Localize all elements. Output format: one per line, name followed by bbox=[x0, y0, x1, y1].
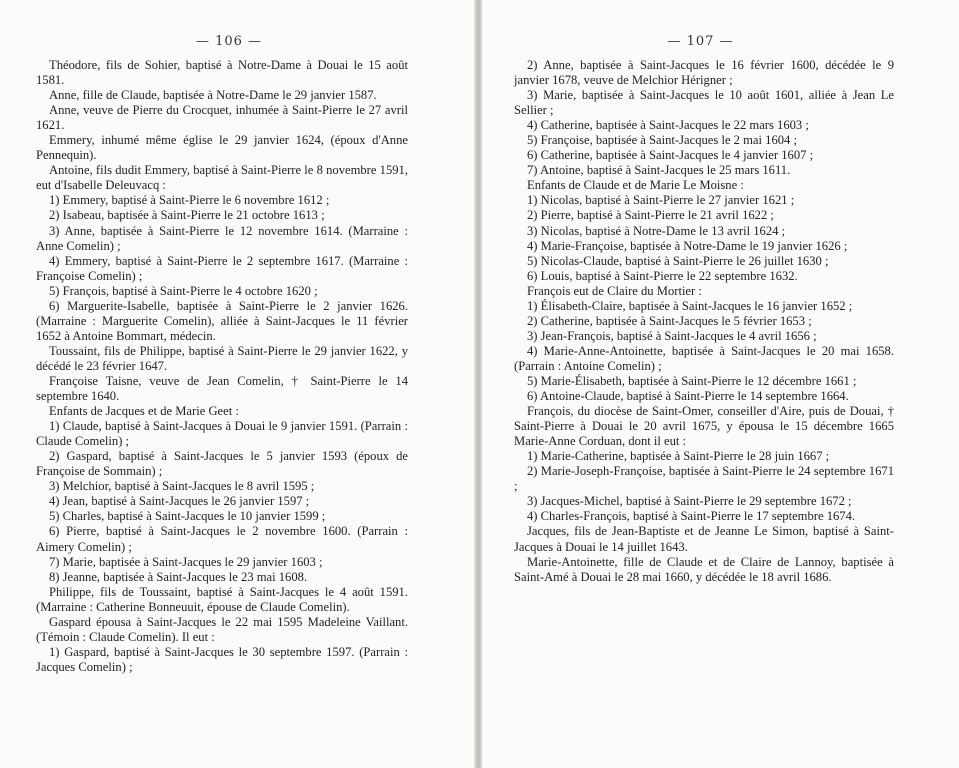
list-item: 2) Pierre, baptisé à Saint-Pierre le 21 avril 1622 ; bbox=[527, 208, 774, 223]
list-item: 6) Pierre, baptisé à Saint-Jacques le 2 novembre 1600. (Parrain : Aimery Comelin) ; bbox=[36, 524, 408, 554]
page-text bbox=[36, 58, 408, 675]
list-item: 5) Françoise, baptisée à Saint-Jacques le 2 mai 1604 ; bbox=[527, 133, 797, 148]
entry: Toussaint, fils de Philippe, baptisé à Saint-Pierre le 29 janvier 1622, y décédé le 23 février 1647. bbox=[36, 343, 408, 373]
entry: Théodore, fils de Sohier, baptisé à Notre-Dame à Douai le 15 août 1581. bbox=[36, 58, 408, 88]
list-item: 2) Gaspard, baptisé à Saint-Jacques le 5 janvier 1593 (époux de Françoise de Sommain) ; bbox=[36, 449, 408, 479]
list-item: 6) Antoine-Claude, baptisé à Saint-Pierre le 14 septembre 1664. bbox=[527, 389, 849, 404]
list-item: 6) Louis, baptisé à Saint-Pierre le 22 septembre 1632. bbox=[527, 268, 798, 283]
list-item: 1) Gaspard, baptisé à Saint-Jacques le 30 septembre 1597. (Parrain : Jacques Comelin) ; bbox=[36, 644, 408, 674]
entry: François, du diocèse de Saint-Omer, conseiller d'Aire, puis de Douai, † Saint-Pierre à Douai le 20 avril 1675, y épousa le 15 décembre 1665 Marie-Anne Corduan, dont il eut : bbox=[514, 404, 894, 449]
list-item: 5) Charles, baptisé à Saint-Jacques le 10 janvier 1599 ; bbox=[49, 509, 326, 524]
list-item: 4) Charles-François, baptisé à Saint-Pierre le 17 septembre 1674. bbox=[527, 509, 856, 524]
entry: Emmery, inhumé même église le 29 janvier 1624, (époux d'Anne Pennequin). bbox=[36, 133, 408, 163]
left-page bbox=[0, 0, 478, 768]
list-item: 2) Marie-Joseph-Françoise, baptisée à Saint-Pierre le 24 septembre 1671 ; bbox=[514, 464, 894, 494]
entry: Françoise Taisne, veuve de Jean Comelin, † Saint-Pierre le 14 septembre 1640. bbox=[36, 373, 408, 404]
page-text bbox=[514, 58, 894, 585]
list-item: 4) Emmery, baptisé à Saint-Pierre le 2 septembre 1617. (Marraine : Françoise Comelin) ; bbox=[36, 253, 408, 283]
entry: Marie-Antoinette, fille de Claude et de Claire de Lannoy, baptisée à Saint-Amé à Douai le 28 mai 1660, y décédée le 18 avril 1686. bbox=[514, 554, 894, 584]
entry: Anne, veuve de Pierre du Crocquet, inhumée à Saint-Pierre le 27 avril 1621. bbox=[36, 103, 408, 133]
list-item: 3) Marie, baptisée à Saint-Jacques le 10 août 1601, alliée à Jean Le Sellier ; bbox=[514, 88, 894, 118]
entry: Gaspard épousa à Saint-Jacques le 22 mai 1595 Madeleine Vaillant. (Témoin : Claude Comelin). Il eut : bbox=[36, 614, 408, 644]
entry: Philippe, fils de Toussaint, baptisé à Saint-Jacques le 4 août 1591. (Marraine : Catherine Bonneuuit, épouse de Claude Comelin). bbox=[36, 584, 408, 614]
entry: Jacques, fils de Jean-Baptiste et de Jeanne Le Simon, baptisé à Saint-Jacques à Douai le 14 juillet 1643. bbox=[514, 524, 894, 554]
page-number: — 107 — bbox=[667, 34, 734, 49]
list-item: 5) Marie-Élisabeth, baptisée à Saint-Pierre le 12 décembre 1661 ; bbox=[527, 373, 857, 388]
list-item: 5) Nicolas-Claude, baptisé à Saint-Pierre le 26 juillet 1630 ; bbox=[527, 253, 829, 268]
list-item: 1) Claude, baptisé à Saint-Jacques à Douai le 9 janvier 1591. (Parrain : Claude Comelin) ; bbox=[36, 419, 408, 449]
entry: Anne, fille de Claude, baptisée à Notre-Dame le 29 janvier 1587. bbox=[49, 88, 377, 103]
section-header: Enfants de Claude et de Marie Le Moisne : bbox=[527, 178, 744, 193]
list-item: 8) Jeanne, baptisée à Saint-Jacques le 23 mai 1608. bbox=[49, 569, 308, 584]
page-number: — 106 — bbox=[195, 34, 263, 49]
list-item: 4) Jean, baptisé à Saint-Jacques le 26 janvier 1597 ; bbox=[49, 494, 310, 509]
list-item: 6) Marguerite-Isabelle, baptisée à Saint-Pierre le 2 janvier 1626. (Marraine : Marguerite Comelin), alliée à Saint-Jacques le 11 février 1652 à Antoine Bommart, médecin. bbox=[36, 298, 408, 343]
list-item: 4) Marie-Françoise, baptisée à Notre-Dame le 19 janvier 1626 ; bbox=[527, 238, 848, 253]
list-item: 4) Marie-Anne-Antoinette, baptisée à Saint-Jacques le 20 mai 1658. (Parrain : Antoine Comelin) ; bbox=[514, 343, 894, 373]
list-item: 2) Catherine, baptisée à Saint-Jacques le 5 février 1653 ; bbox=[527, 313, 812, 328]
list-item: 2) Anne, baptisée à Saint-Jacques le 16 février 1600, décédée le 9 janvier 1678, veuve de Melchior Hérigner ; bbox=[514, 58, 894, 88]
list-item: 3) Melchior, baptisé à Saint-Jacques le 8 avril 1595 ; bbox=[49, 479, 315, 494]
list-item: 1) Emmery, baptisé à Saint-Pierre le 6 novembre 1612 ; bbox=[49, 193, 330, 208]
list-item: 1) Élisabeth-Claire, baptisée à Saint-Jacques le 16 janvier 1652 ; bbox=[527, 298, 853, 313]
list-item: 5) François, baptisé à Saint-Pierre le 4 octobre 1620 ; bbox=[49, 283, 318, 298]
list-item: 1) Nicolas, baptisé à Saint-Pierre le 27 janvier 1621 ; bbox=[527, 193, 795, 208]
list-item: 6) Catherine, baptisée à Saint-Jacques le 4 janvier 1607 ; bbox=[527, 148, 814, 163]
section-header: Enfants de Jacques et de Marie Geet : bbox=[49, 404, 239, 419]
list-item: 3) Jacques-Michel, baptisé à Saint-Pierre le 29 septembre 1672 ; bbox=[527, 494, 852, 509]
list-item: 7) Antoine, baptisé à Saint-Jacques le 25 mars 1611. bbox=[527, 163, 791, 178]
list-item: 1) Marie-Catherine, baptisée à Saint-Pierre le 28 juin 1667 ; bbox=[527, 449, 830, 464]
list-item: 3) Nicolas, baptisé à Notre-Dame le 13 avril 1624 ; bbox=[527, 223, 786, 238]
entry: Antoine, fils dudit Emmery, baptisé à Saint-Pierre le 8 novembre 1591, eut d'Isabelle Deleuvacq : bbox=[36, 163, 408, 193]
list-item: 2) Isabeau, baptisée à Saint-Pierre le 21 octobre 1613 ; bbox=[49, 208, 325, 223]
right-page bbox=[482, 0, 959, 768]
list-item: 7) Marie, baptisée à Saint-Jacques le 29 janvier 1603 ; bbox=[49, 554, 323, 569]
list-item: 3) Anne, baptisée à Saint-Pierre le 12 novembre 1614. (Marraine : Anne Comelin) ; bbox=[36, 223, 408, 253]
section-header: François eut de Claire du Mortier : bbox=[527, 283, 702, 298]
list-item: 3) Jean-François, baptisé à Saint-Jacques le 4 avril 1656 ; bbox=[527, 328, 817, 343]
list-item: 4) Catherine, baptisée à Saint-Jacques le 22 mars 1603 ; bbox=[527, 118, 809, 133]
